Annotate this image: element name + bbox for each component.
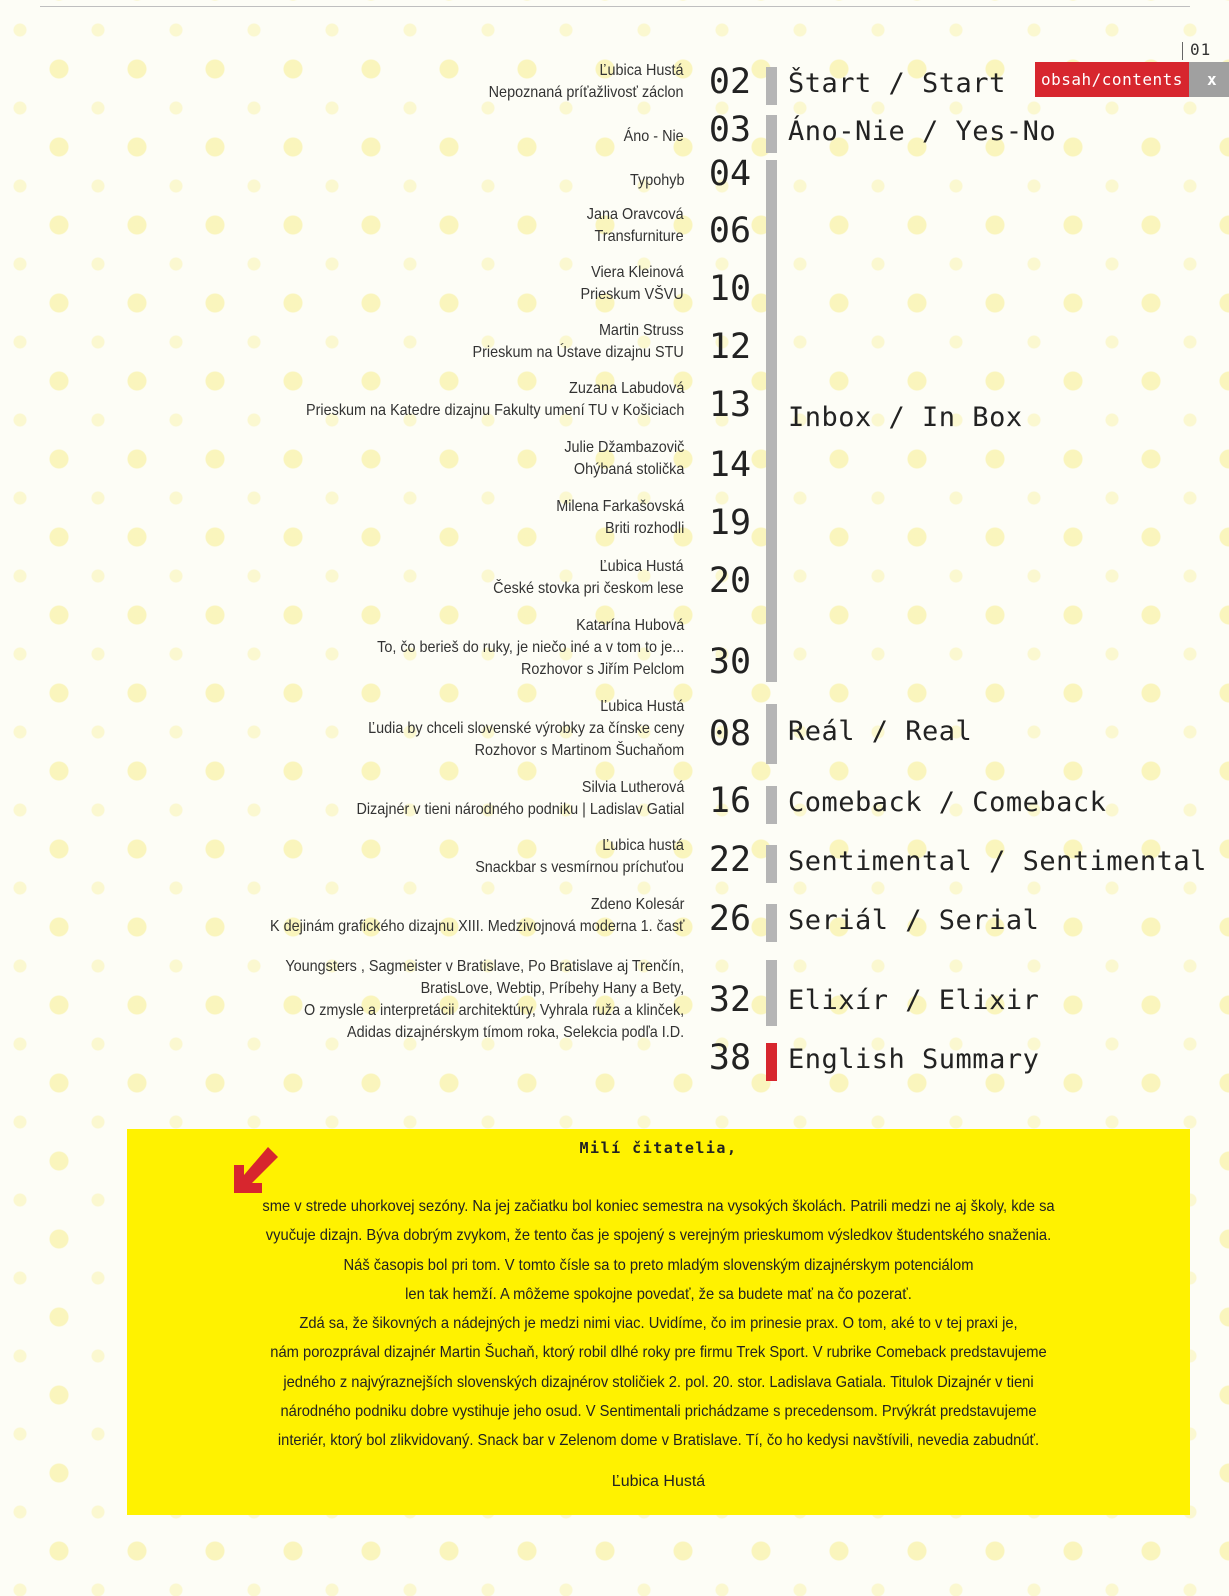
editor-letter [127,1129,1190,1515]
toc-author: Katarína Hubová [575,617,684,634]
toc-title: Typohyb [629,172,684,189]
toc-author: Viera Kleinová [591,264,684,281]
toc-title: Briti rozhodli [604,520,684,537]
toc-author: Zdeno Kolesár [590,896,684,913]
toc-section-bar [766,960,777,1026]
letter-body [207,1192,1110,1456]
letter-line: sme v strede uhorkovej sezóny. Na jej začiatku bol koniec semestra na vysokých školách. Patrili medzi ne aj školy, kde sa [262,1198,1055,1215]
toc-author: Silvia Lutherová [581,779,684,796]
toc-section-bar-accent [766,1043,777,1081]
toc-title: Transfurniture [594,228,684,245]
toc-section-title[interactable]: Reál / Real [788,716,973,747]
letter-line: Zdá sa, že šikovných a nádejných je medzi nimi viac. Uvidíme, čo im prinesie prax. O tom, aké to v tej praxi je, [299,1315,1018,1333]
toc-entry-text [564,437,684,481]
toc-section-title[interactable]: Inbox / In Box [788,402,1023,433]
page-number-tick [1182,42,1183,60]
toc-page-number[interactable]: 10 [708,269,752,309]
letter-line: národného podniku dobre vystihuje jeho osud. V Sentimentali prichádzame s precedensom. Prvýkrát predstavujeme [280,1403,1037,1421]
contents-badge [1035,62,1229,97]
toc-title: To, čo berieš do ruky, je niečo iné a v tom to je... [376,639,684,656]
toc-page-number[interactable]: 26 [708,899,752,939]
toc-section-bar [766,904,777,942]
letter-line: interiér, ktorý bol zlikvidovaný. Snack bar v Zelenom dome v Bratislave. Tí, čo ho kedysi navštívili, nevedia zabudnúť. [277,1432,1040,1450]
toc-author: Julie Džambazovič [563,439,684,456]
toc-title: Nepoznaná príťažlivosť záclon [489,84,684,101]
toc-title: Prieskum na Katedre dizajnu Fakulty umení TU v Košiciach [305,402,684,419]
toc-entry-text [356,777,684,821]
toc-section-title[interactable]: Áno-Nie / Yes-No [788,116,1057,147]
toc-entry-text [581,262,684,306]
toc-page-number[interactable]: 19 [708,503,752,543]
toc-title: Prieskum VŠVU [580,286,684,303]
close-icon[interactable]: x [1189,62,1229,97]
toc-author: Milena Farkašovská [555,498,684,515]
toc-page-number[interactable]: 03 [708,110,752,150]
toc-title: Ľudia by chceli slovenské výrobky za čínske ceny [367,720,684,737]
page-number: 01 [1190,40,1212,59]
toc-entry-text [489,60,684,104]
letter-line: jedného z najvýraznejších slovenských dizajnérov stoličiek 2. pol. 20. stor. Ladislava Gatiala. Titulok Dizajnér v tieni [283,1373,1034,1391]
toc-section-title[interactable]: English Summary [788,1044,1040,1075]
toc-section-bar [766,115,777,153]
toc-page-number[interactable]: 04 [708,154,752,194]
toc-title: O zmysle a interpretácii architektúry, Vyhrala ruža a klinček, [303,1002,684,1019]
toc-author: Jana Oravcová [587,206,684,223]
toc-title: Prieskum na Ústave dizajnu STU [472,344,684,361]
toc-entry-text [494,556,684,600]
letter-line: nám porozprával dizajnér Martin Šuchaň, ktorý robil dlhé roky pre firmu Trek Sport. V rubrike Comeback predstavujeme [270,1344,1047,1362]
toc-author: Ľubica Hustá [599,558,684,575]
letter-line: Náš časopis bol pri tom. V tomto čísle sa to preto mladým slovenským dizajnérskym potenciálom [343,1256,974,1274]
toc-title: Adidas dizajnérskym tímom roka, Selekcia podľa I.D. [346,1024,684,1041]
toc-section-title[interactable]: Comeback / Comeback [788,787,1107,818]
toc-page-number[interactable]: 13 [708,385,752,425]
toc-section-bar [766,845,777,883]
letter-greeting: Milí čitatelia, [579,1139,738,1157]
toc-author: Martin Struss [599,322,684,339]
toc-author: Ľubica Hustá [599,698,684,715]
toc-page-number[interactable]: 12 [708,327,752,367]
toc-title: Ohýbaná stolička [573,461,684,478]
toc-title: Youngsters , Sagmeister v Bratislave, Po Bratislave aj Trenčín, [285,958,684,975]
toc-section-bar [766,704,777,764]
toc-page-number[interactable]: 22 [708,840,752,880]
toc-entry-text [306,378,684,422]
toc-page-number[interactable]: 06 [708,211,752,251]
toc-section-title[interactable]: Seriál / Serial [788,905,1040,936]
toc-subtitle: Rozhovor s Jiřím Pelclom [520,661,684,678]
toc-author: Zuzana Labudová [568,380,684,397]
contents-badge-label: obsah/contents [1035,62,1189,97]
toc-entry-text [285,956,684,1044]
toc-page-number[interactable]: 38 [708,1038,752,1078]
toc-entry-text [630,170,684,192]
toc-title: Áno - Nie [623,128,684,145]
toc-entry-text [368,696,684,762]
top-rule [40,6,1190,7]
toc-page-number[interactable]: 20 [708,561,752,601]
toc-entry-text [270,894,684,938]
toc-entry-text [475,835,684,879]
toc-subtitle: Rozhovor s Martinom Šuchaňom [474,742,684,759]
letter-line: vyučuje dizajn. Býva dobrým zvykom, že tento čas je spojený s verejným prieskumom výsledkov študentského snaženia. [265,1227,1052,1245]
toc-section-title[interactable]: Štart / Start [788,68,1006,99]
toc-page-number[interactable]: 32 [708,980,752,1020]
toc-title: České stovka pri českom lese [493,580,684,597]
toc-section-bar [766,160,777,682]
toc-page-number[interactable]: 16 [708,781,752,821]
toc-entry-text [377,615,684,681]
toc-page-number[interactable]: 30 [708,642,752,682]
toc-entry-text [473,320,684,364]
toc-title: BratisLove, Webtip, Príbehy Hany a Bety, [420,980,684,997]
toc-page-number[interactable]: 02 [708,62,752,102]
toc-title: Dizajnér v tieni národného podniku | Ladislav Gatial [356,801,684,818]
toc-author: Ľubica Hustá [599,62,684,79]
toc-page-number[interactable]: 08 [708,714,752,754]
letter-line: len tak hemží. A môžeme spokojne povedať, že sa budete mať na čo pozerať. [405,1285,912,1303]
toc-page-number[interactable]: 14 [708,445,752,485]
toc-entry-text [624,126,684,148]
toc-entry-text [556,496,684,540]
toc-section-title[interactable]: Sentimental / Sentimental [788,846,1207,877]
toc-title: K dejinám grafického dizajnu XIII. Medzivojnová moderna 1. časť [269,918,684,935]
toc-section-title[interactable]: Elixír / Elixir [788,985,1040,1016]
toc-entry-text [587,204,684,248]
toc-title: Snackbar s vesmírnou príchuťou [475,859,684,876]
toc-section-bar [766,67,777,105]
toc-section-bar [766,786,777,824]
toc-author: Ľubica hustá [602,837,684,854]
letter-signature: Ľubica Hustá [611,1473,706,1490]
